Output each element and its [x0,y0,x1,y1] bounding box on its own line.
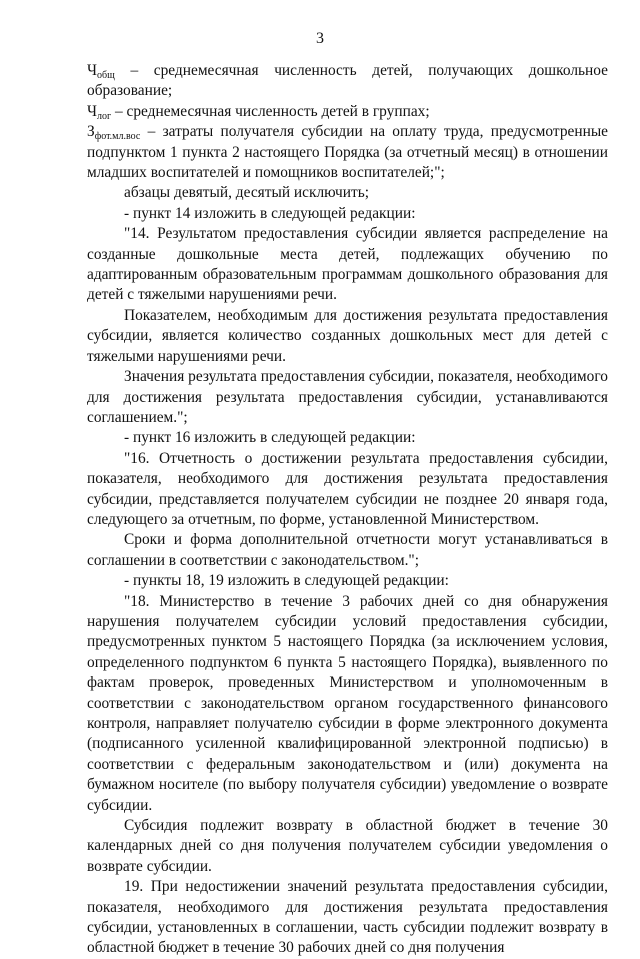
formula-subscript: фот.мл.вос [94,131,141,143]
paragraph-text: - пункты 18, 19 изложить в следующей редакции: [124,572,449,590]
paragraph-text: – среднемесячная численность детей, получающих дошкольное образование; [87,62,608,100]
paragraph [87,367,608,428]
paragraph-text: Сроки и форма дополнительной отчетности могут устанавливаться в соглашении в соответствии с законодательством."; [87,531,608,569]
formula-symbol: Ч [87,62,98,79]
paragraph [87,449,608,531]
paragraph [87,571,608,591]
formula-subscript: общ [97,70,115,81]
paragraph [87,204,608,224]
paragraph [87,816,608,877]
paragraph [87,530,608,571]
paragraph-text: 19. При недостижении значений результата предоставления субсидии, показателя, необходимого для достижения результата предоставления субсидии, установленных в соглашении, часть субсидии подлежит возврату в областной бюджет в течение 30 рабочих дней со дня получения [87,878,608,957]
paragraph [87,122,608,183]
paragraph [87,102,608,122]
paragraph-text: - пункт 16 изложить в следующей редакции: [124,429,416,447]
document-body [87,61,608,959]
paragraph [87,877,608,959]
paragraph-text: "14. Результатом предоставления субсидии является распределение на созданные дошкольные места детей, подлежащих обучению по адаптированным образовательным программам дошкольного образования для детей с тяжелыми нарушениями речи. [87,225,608,304]
paragraph-text: Значения результата предоставления субсидии, показателя, необходимого для достижения результата предоставления субсидии, устанавливаются соглашением."; [87,368,608,426]
formula-symbol: З [87,123,95,141]
paragraph [87,306,608,367]
paragraph-text: – среднемесячная численность детей в группах; [111,102,430,120]
paragraph [87,224,608,306]
formula-subscript: лог [97,110,112,122]
paragraph-text: – затраты получателя субсидии на оплату труда, предусмотренные подпунктом 1 пункта 2 настоящего Порядка (за отчетный месяц) в отношении младших воспитателей и помощников воспитателей;"; [87,123,608,182]
paragraph-text: Субсидия подлежит возврату в областной бюджет в течение 30 календарных дней со дня получения получателем субсидии уведомления о возврате субсидии. [87,817,608,875]
paragraph-text: Показателем, необходимым для достижения результата предоставления субсидии, является количество созданных дошкольных мест для детей с тяжелыми нарушениями речи. [87,306,608,365]
paragraph [87,183,608,203]
paragraph-text: "18. Министерство в течение 3 рабочих дней со дня обнаружения нарушения получателем субсидии условий предоставления субсидии, предусмотренных пунктом 5 настоящего Порядка (за исключением условия, определенного подпунктом 6 пункта 5 настоящего Порядка), выявленного по фактам проверок, проведенных Министерством и уполномоченным в соответствии с законодательством органом государственного финансового контроля, направляет получателю субсидии в форме электронного документа (подписанного усиленной квалифицированной электронной подписью) в соответствии с федеральным законодательством и (или) документа на бумажном носителе (по выбору получателя субсидии) уведомление о возврате субсидии. [87,592,608,814]
paragraph [87,592,608,816]
paragraph-text: - пункт 14 изложить в следующей редакции: [124,204,416,222]
paragraph-text: "16. Отчетность о достижении результата предоставления субсидии, показателя, необходимого для достижения результата предоставления субсидии, представляется получателем субсидии не позднее 20 января года, следующего за отчетным, по форме, установленной Министерством. [87,449,608,528]
paragraph-text: абзацы девятый, десятый исключить; [124,184,370,202]
paragraph [87,428,608,448]
page-number: 3 [316,30,324,47]
formula-symbol: Ч [87,102,98,120]
paragraph [87,61,608,102]
